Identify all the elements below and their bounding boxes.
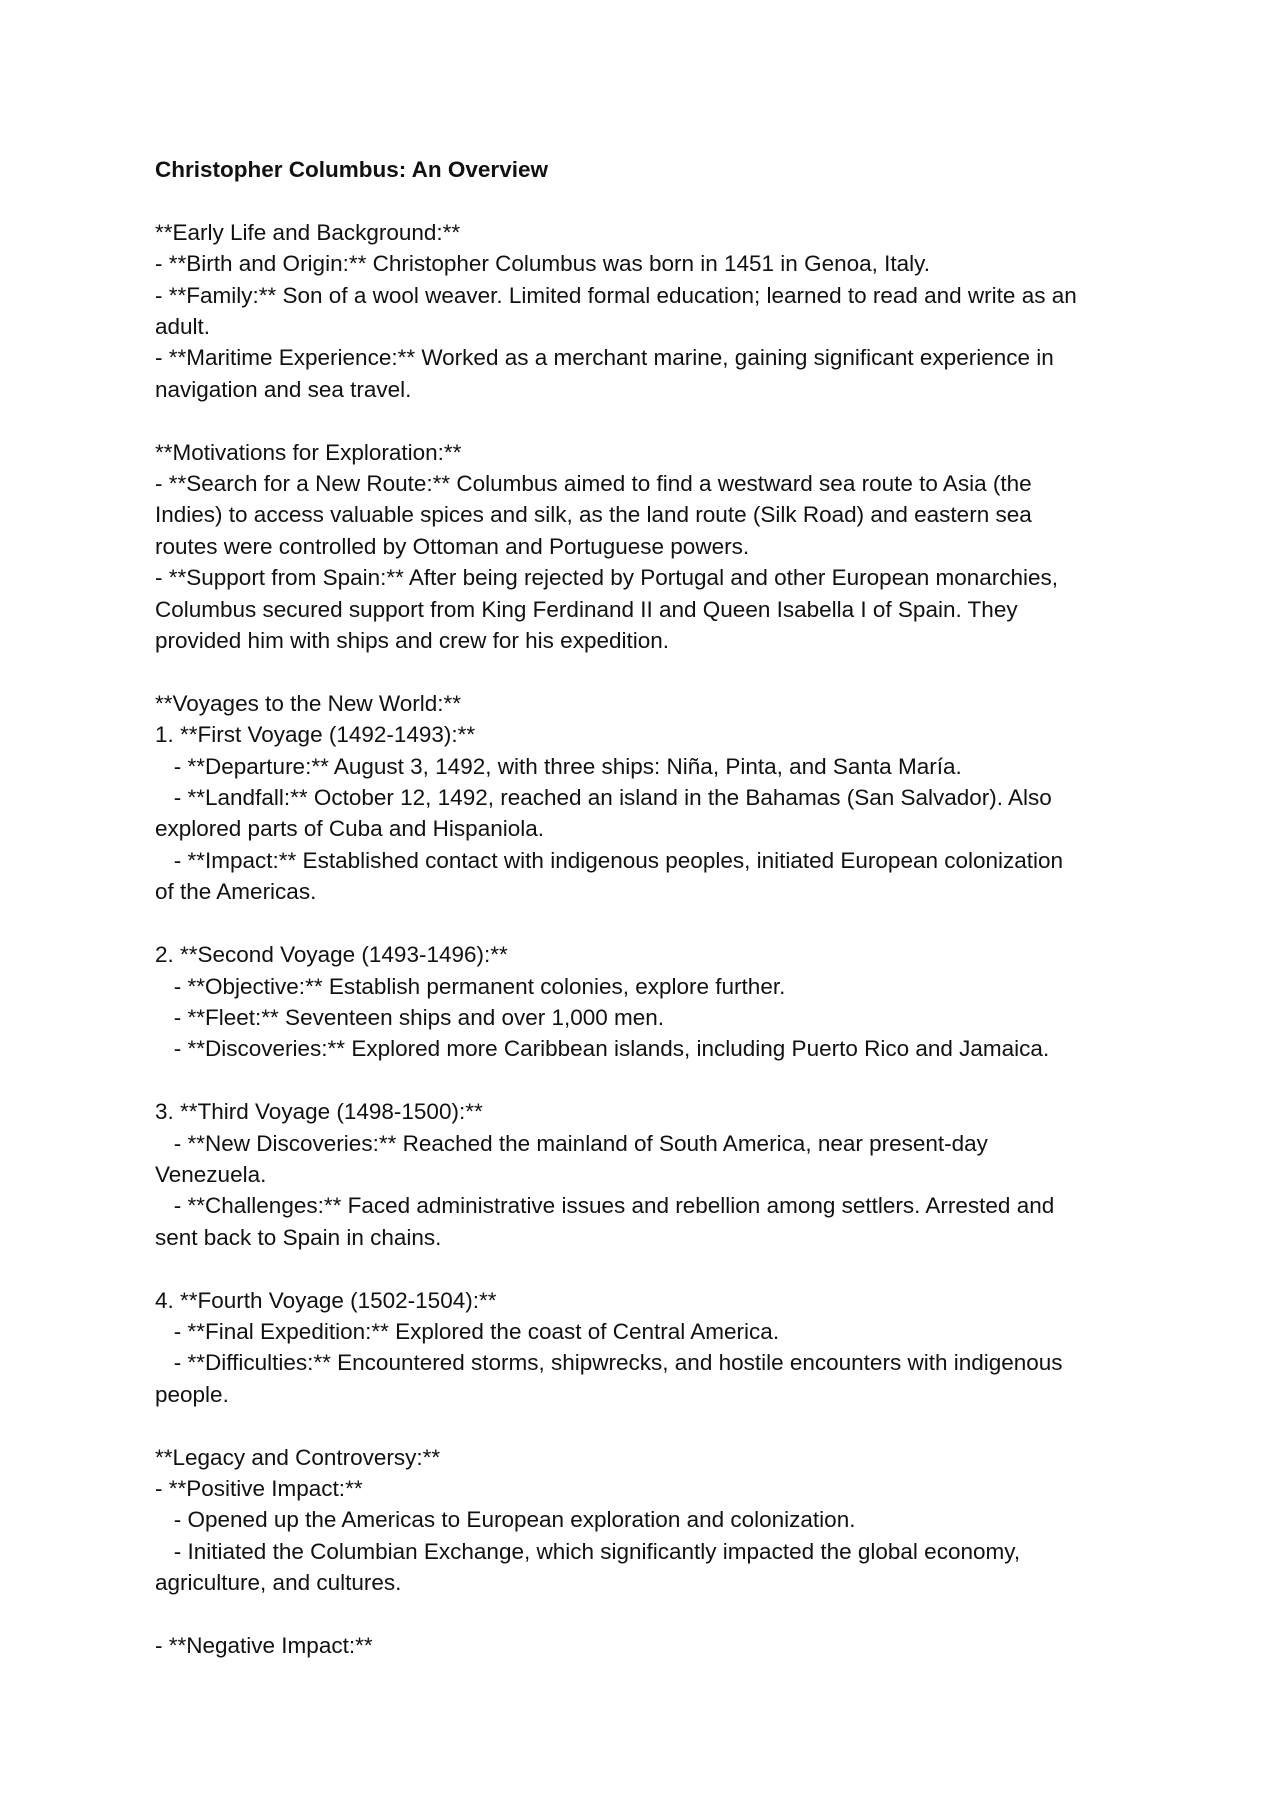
- spacer: [155, 1253, 1145, 1284]
- text-line: Columbus secured support from King Ferdinand II and Queen Isabella I of Spain. They: [155, 596, 1018, 622]
- text-line: provided him with ships and crew for his expedition.: [155, 628, 670, 654]
- text-line: - **Search for a New Route:** Columbus aimed to find a westward sea route to Asia (the: [155, 471, 1032, 497]
- text-line: - **Family:** Son of a wool weaver. Limited formal education; learned to read and write as an: [155, 282, 1077, 308]
- text-line: Indies) to access valuable spices and silk, as the land route (Silk Road) and eastern sea: [155, 502, 1032, 528]
- text-line: - **Support from Spain:** After being rejected by Portugal and other European monarchies,: [155, 565, 1059, 591]
- text-line: - **Discoveries:** Explored more Caribbean islands, including Puerto Rico and Jamaica.: [155, 1036, 1050, 1062]
- text-line: - **Landfall:** October 12, 1492, reached an island in the Bahamas (San Salvador). Also: [155, 785, 1052, 811]
- spacer: [155, 1599, 1145, 1630]
- section-heading-early-life: **Early Life and Background:**: [155, 219, 461, 245]
- text-line: - **Fleet:** Seventeen ships and over 1,000 men.: [155, 1004, 665, 1030]
- text-line: - Opened up the Americas to European exploration and colonization.: [155, 1507, 856, 1533]
- text-line: routes were controlled by Ottoman and Portuguese powers.: [155, 533, 750, 559]
- document-body: [155, 154, 1145, 1661]
- voyage-heading-second: 2. **Second Voyage (1493-1496):**: [155, 942, 508, 968]
- text-line: - **Maritime Experience:** Worked as a merchant marine, gaining significant experience in: [155, 345, 1054, 371]
- text-line: - **Final Expedition:** Explored the coast of Central America.: [155, 1318, 780, 1344]
- section-heading-legacy: **Legacy and Controversy:**: [155, 1444, 441, 1470]
- section-heading-motivations: **Motivations for Exploration:**: [155, 439, 462, 465]
- text-line: - **Impact:** Established contact with indigenous peoples, initiated European colonization: [155, 847, 1064, 873]
- text-line: - **Difficulties:** Encountered storms, shipwrecks, and hostile encounters with indigenous: [155, 1350, 1063, 1376]
- spacer: [155, 908, 1145, 939]
- voyage-heading-first: 1. **First Voyage (1492-1493):**: [155, 722, 476, 748]
- text-line: adult.: [155, 314, 211, 340]
- spacer: [155, 405, 1145, 436]
- text-line: - **Positive Impact:**: [155, 1475, 363, 1501]
- text-line: - Initiated the Columbian Exchange, which significantly impacted the global economy,: [155, 1538, 1021, 1564]
- spacer: [155, 1065, 1145, 1096]
- text-line: - **Objective:** Establish permanent colonies, explore further.: [155, 973, 786, 999]
- voyage-heading-fourth: 4. **Fourth Voyage (1502-1504):**: [155, 1287, 497, 1313]
- text-line: - **New Discoveries:** Reached the mainland of South America, near present-day: [155, 1130, 988, 1156]
- text-line: explored parts of Cuba and Hispaniola.: [155, 816, 544, 842]
- text-line: navigation and sea travel.: [155, 376, 412, 402]
- text-line: - **Negative Impact:**: [155, 1632, 373, 1658]
- text-line: Venezuela.: [155, 1161, 267, 1187]
- spacer: [155, 1410, 1145, 1441]
- text-line: people.: [155, 1381, 229, 1407]
- section-heading-voyages: **Voyages to the New World:**: [155, 690, 462, 716]
- text-line: of the Americas.: [155, 879, 317, 905]
- document-title: Christopher Columbus: An Overview: [155, 157, 548, 182]
- spacer: [155, 656, 1145, 687]
- voyage-heading-third: 3. **Third Voyage (1498-1500):**: [155, 1099, 483, 1125]
- spacer: [155, 185, 1145, 216]
- text-line: sent back to Spain in chains.: [155, 1224, 442, 1250]
- text-line: - **Birth and Origin:** Christopher Columbus was born in 1451 in Genoa, Italy.: [155, 251, 930, 277]
- text-line: - **Challenges:** Faced administrative issues and rebellion among settlers. Arrested and: [155, 1193, 1055, 1219]
- text-line: agriculture, and cultures.: [155, 1570, 402, 1596]
- text-line: - **Departure:** August 3, 1492, with three ships: Niña, Pinta, and Santa María.: [155, 753, 962, 779]
